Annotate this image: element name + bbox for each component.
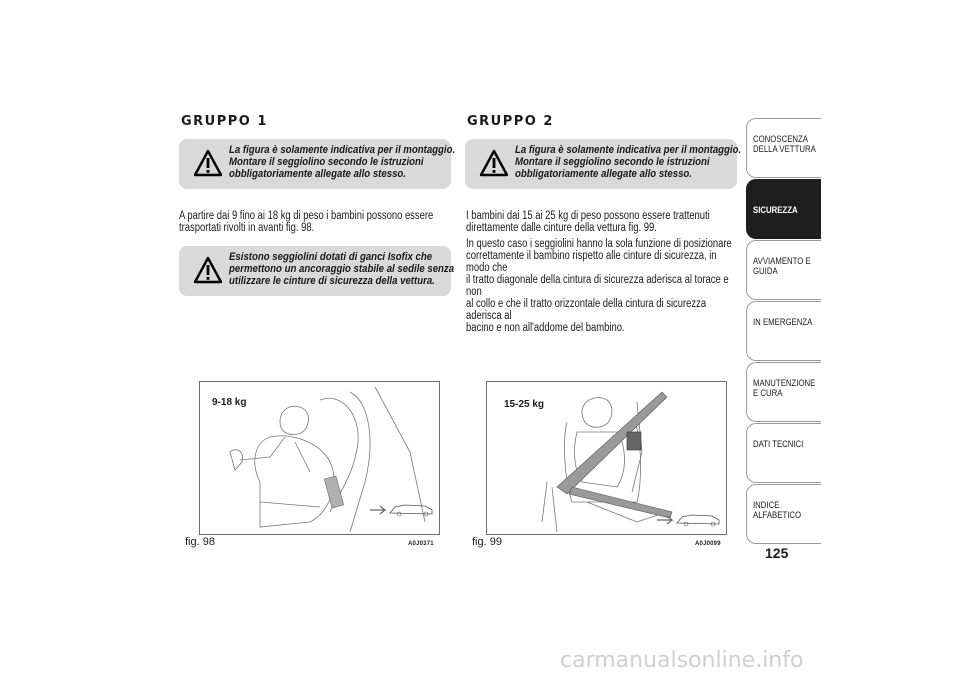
warning-text-1: La figura è solamente indicativa per il montaggio. Montare il seggiolino secondo le istruzioni obbligatoriamente allegate allo stesso. [229,144,456,180]
tab-indice-alfabetico[interactable]: INDICE ALFABETICO [746,484,821,544]
warning-box-2 [179,246,455,296]
warning-box-1 [179,139,456,189]
watermark: carmanualsonline.info [560,648,804,673]
tab-conoscenza-della-vettura[interactable]: CONOSCENZA DELLA VETTURA [746,118,821,178]
figure-98-code: A0J0371 [408,541,434,547]
booster-seat-belt-illustration [487,382,726,534]
warning-icon [193,149,223,177]
page-number: 125 [765,545,789,561]
warning-icon [479,149,509,177]
tab-sicurezza[interactable]: SICUREZZA [746,179,821,239]
figure-99-code: A0J0099 [695,541,721,547]
figure-weight-label: 9-18 kg [212,397,247,408]
tab-manutenzione-e-cura[interactable]: MANUTENZIONE E CURA [746,362,821,422]
warning-text-3: La figura è solamente indicativa per il montaggio. Montare il seggiolino secondo le istruzioni obbligatoriamente allegate allo stesso. [515,144,742,180]
tab-avviamento-e-guida[interactable]: AVVIAMENTO E GUIDA [746,240,821,300]
warning-box-3 [465,139,742,189]
tab-dati-tecnici[interactable]: DATI TECNICI [746,423,821,483]
gruppo2-paragraph-2: In questo caso i seggiolini hanno la sola funzione di posizionare correttamente il bambino rispetto alle cinture di sicurezza, in modo che il tratto diagonale della cintura di sicurezza aderisca al torace e non al collo e che il tratto orizzontale della cintura di sicurezza aderisca al bacino e non all'addome del bambino. [466,238,732,334]
figure-98 [199,381,440,535]
gruppo2-heading: GRUPPO 2 [467,114,554,129]
figure-99 [486,381,727,535]
gruppo1-paragraph: A partire dai 9 fino ai 18 kg di peso i bambini possono essere trasportati rivolti in avanti fig. 98. [179,210,434,234]
figure-weight-label: 15-25 kg [504,399,545,410]
warning-text-2: Esistono seggiolini dotati di ganci Isofix che permettono un ancoraggio stabile al sedile senza utilizzare le cinture di sicurezza della vettura. [229,251,455,287]
figure-98-caption: fig. 98 [185,536,215,548]
warning-icon [193,256,223,284]
gruppo2-paragraph-1: I bambini dai 15 ai 25 kg di peso possono essere trattenuti direttamente dalle cinture della vettura fig. 99. [466,210,710,234]
figure-99-caption: fig. 99 [472,536,502,548]
tab-in-emergenza[interactable]: IN EMERGENZA [746,301,821,361]
child-seat-forward-illustration [200,382,439,534]
gruppo1-heading: GRUPPO 1 [181,114,268,129]
